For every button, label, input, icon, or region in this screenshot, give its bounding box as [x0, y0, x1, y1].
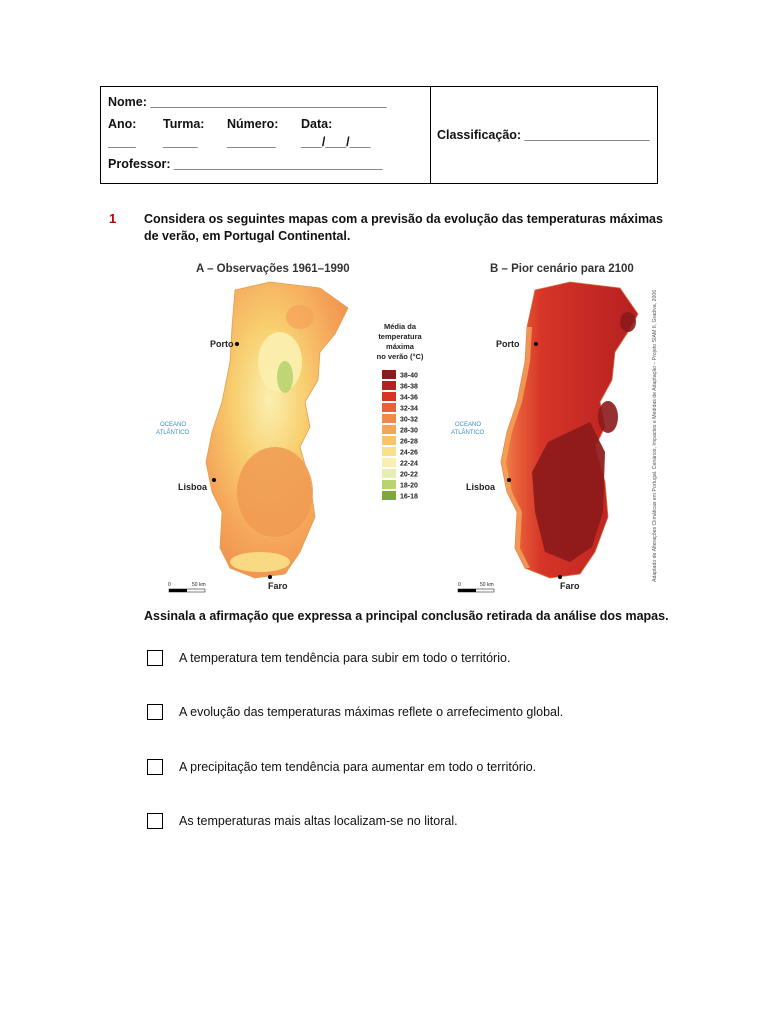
scale-km-b: 50 km	[480, 582, 494, 588]
option-1-checkbox[interactable]	[147, 650, 163, 666]
option-4-label: As temperaturas mais altas localizam-se no litoral.	[179, 814, 458, 828]
legend-swatch-24-26	[382, 447, 396, 456]
legend-label-30-32: 30-32	[400, 416, 418, 424]
map-b-title: B – Pior cenário para 2100	[490, 263, 634, 275]
option-3-label: A precipitação tem tendência para aumentar em todo o território.	[179, 760, 537, 774]
ano-field[interactable]: ____	[108, 135, 136, 149]
faro-marker-a	[268, 575, 272, 579]
turma-field[interactable]: _____	[163, 135, 198, 149]
ocean-label-a-line1: OCEANO	[160, 422, 187, 428]
faro-label-a: Faro	[268, 581, 288, 591]
porto-marker-a	[235, 342, 239, 346]
legend-title-3: máxima	[386, 342, 414, 351]
legend-label-26-28: 26-28	[400, 438, 418, 446]
map-a-title: A – Observações 1961–1990	[196, 263, 350, 275]
legend-label-28-30: 28-30	[400, 427, 418, 435]
legend-label-22-24: 22-24	[400, 460, 418, 468]
legend-title-1: Média da	[383, 322, 417, 331]
legend-title-4: no verão (°C)	[376, 352, 424, 361]
porto-label-a: Porto	[210, 339, 234, 349]
numero-field[interactable]: _______	[227, 135, 276, 149]
info-blanks-row	[108, 133, 423, 151]
option-4[interactable]	[147, 812, 458, 830]
info-labels-row	[108, 115, 423, 133]
professor-field[interactable]: Professor: ______________________________	[108, 157, 383, 171]
legend-swatch-36-38	[382, 381, 396, 390]
map-b	[451, 282, 638, 592]
faro-marker-b	[558, 575, 562, 579]
ocean-label-a-line2: ATLÂNTICO	[156, 430, 190, 436]
ano-label: Ano:	[108, 117, 137, 131]
map-b-hot-zone-east	[598, 401, 618, 433]
map-a-coolest-zone	[277, 361, 293, 393]
question-text: Considera os seguintes mapas com a previsão da evolução das temperaturas máximas de verão, em Portugal Continental.	[144, 212, 663, 243]
faro-label-b: Faro	[560, 581, 580, 591]
legend-title-2: temperatura	[378, 332, 422, 341]
scale-zero-a: 0	[168, 582, 171, 588]
option-2-label: A evolução das temperaturas máximas reflete o arrefecimento global.	[179, 705, 564, 719]
map-a	[156, 282, 348, 592]
scale-zero-b: 0	[458, 582, 461, 588]
option-3[interactable]	[147, 758, 536, 776]
question-number: 1	[109, 211, 117, 226]
legend-label-18-20: 18-20	[400, 482, 418, 490]
data-label: Data:	[301, 117, 333, 131]
porto-marker-b	[534, 342, 538, 346]
lisboa-label-a: Lisboa	[178, 482, 208, 492]
instruction-text: Assinala a afirmação que expressa a principal conclusão retirada da análise dos mapas.	[144, 609, 669, 623]
legend-swatch-30-32	[382, 414, 396, 423]
scale-bar-b-fill	[458, 589, 476, 592]
data-field[interactable]: ___/___/___	[301, 135, 371, 149]
porto-label-b: Porto	[496, 339, 520, 349]
legend-label-24-26: 24-26	[400, 449, 418, 457]
scale-km-a: 50 km	[192, 582, 206, 588]
nome-field[interactable]: Nome: __________________________________	[108, 95, 387, 109]
student-info-box	[100, 86, 658, 184]
legend-swatch-28-30	[382, 425, 396, 434]
option-4-checkbox[interactable]	[147, 813, 163, 829]
legend-swatch-26-28	[382, 436, 396, 445]
student-info-fields	[101, 87, 431, 183]
legend-swatch-16-18	[382, 491, 396, 500]
turma-label: Turma:	[163, 117, 205, 131]
legend-label-36-38: 36-38	[400, 383, 418, 391]
lisboa-label-b: Lisboa	[466, 482, 496, 492]
legend-swatch-18-20	[382, 480, 396, 489]
legend-label-16-18: 16-18	[400, 493, 418, 501]
legend-label-38-40: 38-40	[400, 372, 418, 380]
ocean-label-b-line2: ATLÂNTICO	[451, 430, 485, 436]
option-2[interactable]	[147, 703, 563, 721]
option-2-checkbox[interactable]	[147, 704, 163, 720]
lisboa-marker-a	[212, 478, 216, 482]
option-1[interactable]	[147, 649, 510, 667]
legend-swatch-22-24	[382, 458, 396, 467]
map-b-hot-zone-northeast	[620, 312, 636, 332]
temperature-maps-figure	[156, 252, 660, 597]
legend-swatch-34-36	[382, 392, 396, 401]
legend-label-34-36: 34-36	[400, 394, 418, 402]
legend-swatch-32-34	[382, 403, 396, 412]
classificacao-field[interactable]: Classificação: __________________	[437, 128, 650, 142]
legend-swatch-38-40	[382, 370, 396, 379]
scale-bar-a-fill	[169, 589, 187, 592]
map-a-warm-zone-south	[237, 447, 313, 537]
ocean-label-b-line1: OCEANO	[455, 422, 482, 428]
lisboa-marker-b	[507, 478, 511, 482]
map-a-algarve-zone	[230, 552, 290, 572]
map-a-warm-zone-north	[286, 305, 314, 329]
legend-label-32-34: 32-34	[400, 405, 418, 413]
legend-swatch-20-22	[382, 469, 396, 478]
legend-label-20-22: 20-22	[400, 471, 418, 479]
temperature-legend	[377, 322, 424, 501]
option-1-label: A temperatura tem tendência para subir em todo o território.	[179, 651, 511, 665]
map-source-credit: Adaptado de Alterações Climáticas em Portugal. Cenários, Impactes e Medidas de Adaptação – Projeto SIAM II, Gradiva, 2006	[652, 289, 658, 582]
numero-label: Número:	[227, 117, 279, 131]
option-3-checkbox[interactable]	[147, 759, 163, 775]
